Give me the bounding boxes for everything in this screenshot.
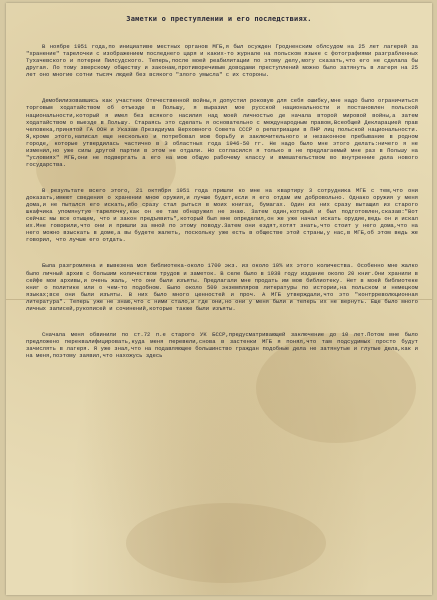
paragraph-3: В результате всего этого, 21 октября 1951 года пришли ко мне на квартиру 3 сотрудника МГБ с тем,что они доказать,имеют сведения о хранении мною оружия,и лучше будет,если я его отдам им добровольно. Однако оружия у меня дома,и не пытался его искать,ибо сразу стал рыться в моих книгах, бумагах. Один из них сразу вытащил из старого шкафчика упомянутую тарелочку,как он ее там обнаружил не знаю. Затем один,который и был подготовлен,сказав:"Вот сейчас мы все отыщем, что и закон предъявить",который был мне определил,он же уже начал искать орудие,ведь он и искал их.Мне говорили,что они и пришли за мной по этому поводу.Затем они ездят,хотят знать,что стоит у него дома,что на него можно взыскать в доме,а вы будете жалеть, поскольку уже есть в обществе этой страны,у нас,в МГБ,об этом ведь же говорил, что лучше его отдать. bbox=[26, 186, 422, 244]
document-page bbox=[6, 3, 432, 595]
paper-stain bbox=[126, 503, 326, 583]
document-title: Заметки о преступлении и его последствиях. bbox=[126, 15, 312, 23]
paragraph-4: Была разгромлена и вывезена моя библиотека-около 1700 экз. из около 10% их этого количества. Особенно мне жалко было личный архив с большим количеством трудов и заметок. В селе было в 1938 году издание около 20 книг.Они хранили в сейфе мои архивы,и очень жаль, что они были изъяты. Предлагали мне продать им мою библиотеку. Нет в моей библиотеке книг о политике или о чем-то подобном. Было около 500 экземпляров литературы по истории,на польском и немецком языках;все они были изъяты. В них было много ценностей и проч. А МГБ утверждали,что это "контрреволюционная литература". Теперь уже не знаю,что с ними стало,и где они,но они у меня были и теперь их не вернуть. Еще было много личных записей,рукописей и сочинений,которые также были изъяты. bbox=[26, 262, 422, 312]
document-body bbox=[26, 29, 422, 378]
paragraph-2: Демобилизовавшись как участник Отечественной войны,я допустил роковую для себя ошибку,мне надо было ограничиться торговым ходатайством об отъезде в Польшу, я выразил мое русской национальности и постановлен польской национальности,который я имел без всякого насилия над моей личностью де начала второй мировой войны,а затем ходатайством о выезде в Польшу. Стараясь это сделать я основательно с международным правом,Всеобщей Декларацией прав человека,принятой ГА ООН и Указам Президиума Верховного Совета СССР о репатриации в ПНР лиц польской национальности. Я,кроме этого,написал еще несколько и потребовал мою борьбу и заключительного и незаконное пребывание в родном городе, которые утвердилась частично в 3 областных года 1946-50 гг. Не надо было мне этого делать:ничего я не изменил,но уже силы другой партии в этом не отдали. Но согласился я только в не предлагаемый мне раз в Польшу на "условиях" МГБ,они не подвергать а его на мою общую рабочему классу и вмешательством во внутренние дела нового государства. bbox=[26, 97, 422, 168]
paragraph-5: Сначала меня обвинили по ст.72 п.е старого УК БССР,предусматривающей заключение до 10 лет.Потом мне было предложено переквалифицировать,куда меня перевели,снова в застенки МГБ я понял,что там подсудимых просто будут зачислять в лагеря. Я уже знал,что на подавляющее большинство граждан подобные дела не затянутые и глупые дела,как и на меня,поэтому заявил,что нахожусь здесь bbox=[26, 330, 422, 360]
paragraph-1: В ноябре 1951 года,по инициативе местных органов МГБ,я был осужден Гродненским облсудом на 25 лет лагерей за "хранение" тарелочки с изображением последнего царя и каких-то журнале на польском языке с фотографиями разграбленных Тухачевского и потерни Пилсудского. Теперь,после моей реабилитации по этому делу,могу сказать,что его не сделала бы другая. По тому зверскому обществу и законам,противоречивым доводами преступлений можно было затянуть в лагеря на 25 лет оно многие сотни тысяч людей без всякого "злого умысла" с их стороны. bbox=[26, 43, 422, 79]
